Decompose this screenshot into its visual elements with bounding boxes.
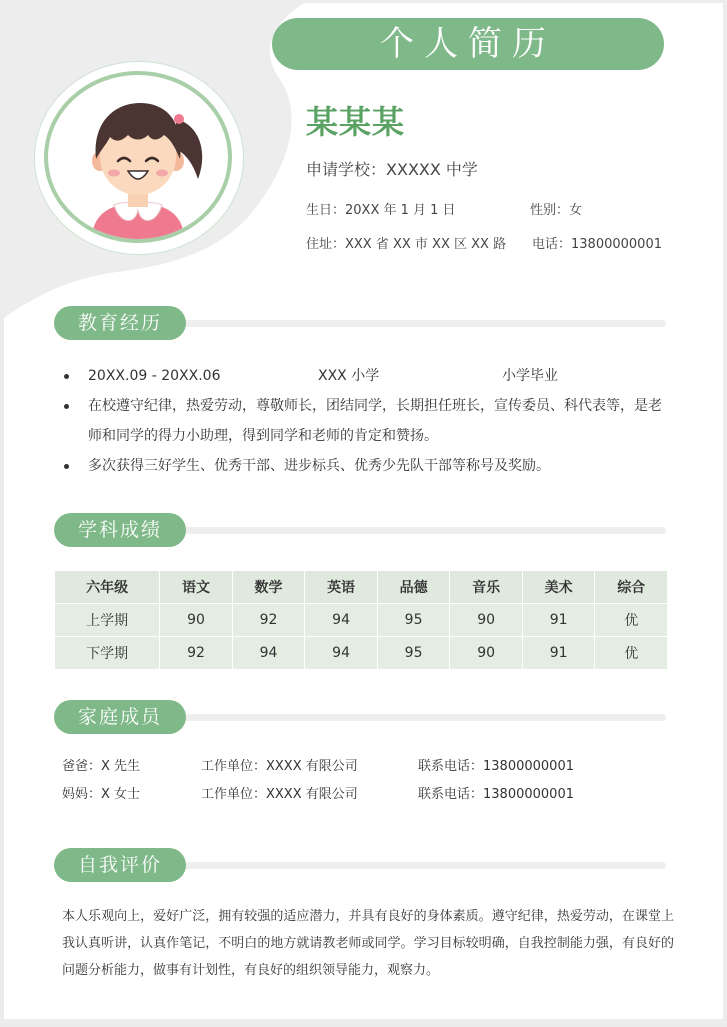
column-header: 语文 [160,571,233,604]
table-cell: 94 [305,604,378,637]
education-list [62,361,672,481]
resume-title: 个人简历 [272,18,664,70]
column-header: 六年级 [55,571,160,604]
family-member-name: 妈妈：X 女士 [62,787,141,802]
table-cell: 95 [377,604,450,637]
self-eval-text: 本人乐观向上，爱好广泛，拥有较强的适应潜力，并具有良好的身体素质。遵守纪律，热爱劳动，在课堂上我认真听讲，认真作笔记，不明白的地方就请教老师或同学。学习目标较明确，自我控制能力强，有良好的问题分析能力，做事有计划性，有良好的组织领导能力，观察力。 [62,909,674,978]
education-school: XXX 小学 [318,368,380,384]
scores-heading: 学科成绩 [54,513,186,547]
girl-avatar-icon [48,75,228,239]
column-header: 综合 [595,571,668,604]
resume-page [4,3,723,1019]
column-header: 数学 [232,571,305,604]
family-member-work: 工作单位：XXXX 有限公司 [201,787,358,802]
self-eval-section-header [54,848,666,882]
table-cell: 90 [160,604,233,637]
table-cell: 90 [450,637,523,670]
family-heading: 家庭成员 [54,700,186,734]
table-cell: 91 [522,604,595,637]
education-period: 20XX.09 - 20XX.06 [88,368,221,384]
table-cell: 优 [595,637,668,670]
family-section-header [54,700,666,734]
table-cell: 91 [522,637,595,670]
table-row [55,604,668,637]
table-cell: 90 [450,604,523,637]
list-item [62,361,672,391]
school-value: XXXXX 中学 [386,160,478,179]
school-line [306,157,478,180]
family-member-work: 工作单位：XXXX 有限公司 [201,759,358,774]
family-member-phone: 联系电话：13800000001 [418,759,574,774]
family-member-name: 爸爸：X 先生 [62,759,141,774]
column-header: 音乐 [450,571,523,604]
table-cell: 上学期 [55,604,160,637]
table-cell: 92 [232,604,305,637]
scores-table [54,570,668,670]
gender-info: 性别：女 [530,203,583,218]
birth-info: 生日：20XX 年 1 月 1 日 [306,203,456,218]
education-degree: 小学毕业 [502,368,558,384]
table-cell: 94 [232,637,305,670]
list-item: 在校遵守纪律，热爱劳动，尊敬师长，团结同学，长期担任班长，宣传委员、科代表等，是老师和同学的得力小助理，得到同学和老师的肯定和赞扬。 [62,391,672,451]
family-member-phone: 联系电话：13800000001 [418,787,574,802]
column-header: 英语 [305,571,378,604]
table-cell: 94 [305,637,378,670]
school-label: 申请学校： [306,160,387,179]
scores-section-header [54,513,666,547]
self-eval-heading: 自我评价 [54,848,186,882]
table-cell: 92 [160,637,233,670]
table-cell: 下学期 [55,637,160,670]
list-item: 多次获得三好学生、优秀干部、进步标兵、优秀少先队干部等称号及奖励。 [62,451,672,481]
table-row [55,637,668,670]
applicant-name: 某某某 [306,103,406,141]
table-header-row [55,571,668,604]
avatar [34,61,244,255]
phone-info: 电话：13800000001 [532,237,662,252]
table-cell: 优 [595,604,668,637]
column-header: 品德 [377,571,450,604]
column-header: 美术 [522,571,595,604]
address-info: 住址：XXX 省 XX 市 XX 区 XX 路 [306,237,507,252]
education-heading: 教育经历 [54,306,186,340]
table-cell: 95 [377,637,450,670]
education-section-header [54,306,666,340]
